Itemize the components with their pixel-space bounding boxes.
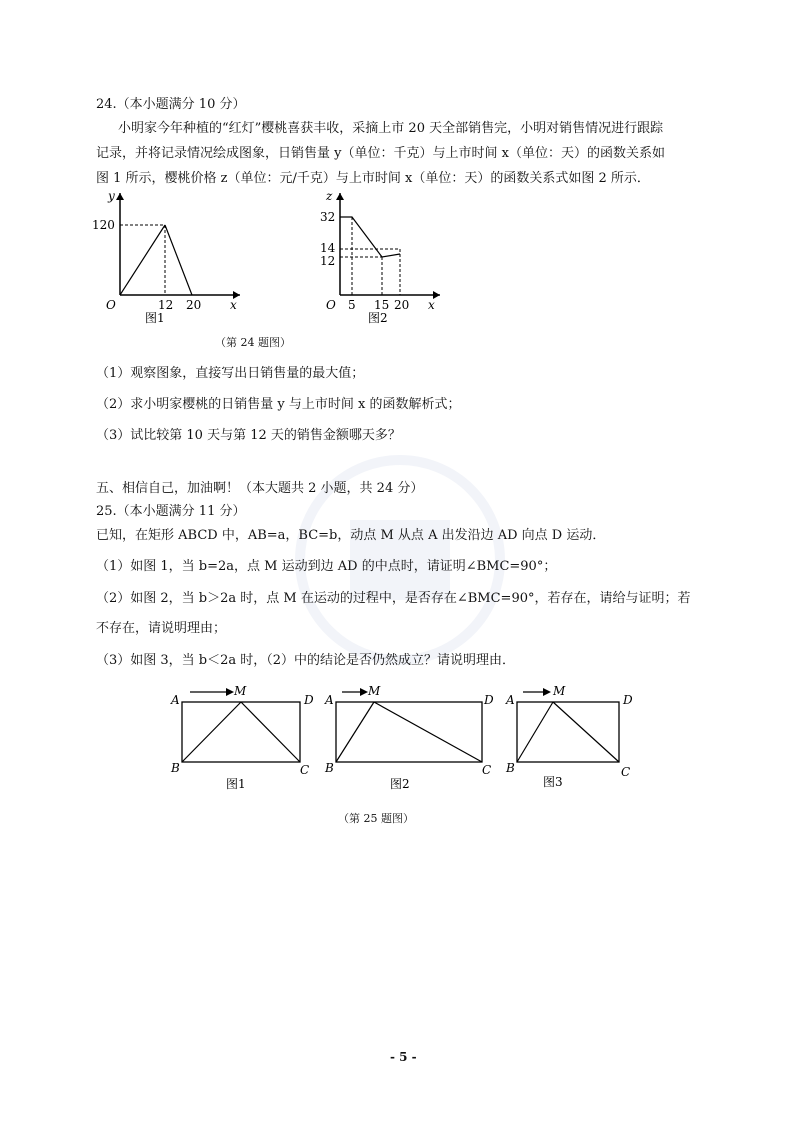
fig25-3-label-c: C — [621, 765, 631, 779]
fig25-1-label-a: A — [171, 693, 180, 707]
q24-paragraph-line3: 图 1 所示，樱桃价格 z（单位：元/千克）与上市时间 x（单位：天）的函数关系式如图 2 所示． — [96, 171, 650, 186]
q25-subquestion-2-line1: （2）如图 2，当 b＞2a 时，点 M 在运动的过程中，是否存在∠BMC=90°，若存在，请给与证明；若 — [96, 591, 691, 606]
q25-figure-3 — [503, 682, 643, 792]
fig1-x-tick-20: 20 — [186, 298, 202, 312]
q25-figure-2 — [322, 682, 497, 792]
fig2-y-tick-14: 14 — [320, 241, 336, 255]
page-number: - 5 - — [390, 1050, 417, 1064]
fig25-2-caption: 图2 — [390, 777, 410, 791]
q25-subquestion-3: （3）如图 3，当 b＜2a 时，（2）中的结论是否仍然成立？请说明理由． — [96, 653, 516, 668]
q25-header: 25.（本小题满分 11 分） — [96, 504, 246, 519]
fig25-2-label-b: B — [325, 761, 334, 775]
fig25-1-label-m: M — [234, 684, 247, 698]
q24-subquestion-1: （1）观察图象，直接写出日销售量的最大值； — [96, 366, 365, 381]
fig2-caption: 图2 — [368, 311, 388, 325]
q25-figure-1 — [168, 682, 323, 792]
fig2-origin-label: O — [326, 298, 336, 312]
fig1-caption: 图1 — [145, 311, 165, 325]
q24-figure-caption: （第 24 题图） — [215, 336, 291, 349]
fig2-x-axis-label: x — [428, 298, 435, 312]
fig25-1-label-b: B — [171, 761, 180, 775]
fig2-x-tick-5: 5 — [348, 298, 356, 312]
fig25-3-label-m: M — [553, 684, 566, 698]
fig2-x-tick-15: 15 — [374, 298, 390, 312]
fig2-x-tick-20: 20 — [394, 298, 410, 312]
fig25-2-label-c: C — [482, 763, 492, 777]
fig25-1-label-d: D — [304, 693, 314, 707]
q25-paragraph: 已知，在矩形 ABCD 中，AB=a，BC=b，动点 M 从点 A 出发沿边 AD 向点 D 运动． — [96, 528, 606, 543]
q24-subquestion-2: （2）求小明家樱桃的日销售量 y 与上市时间 x 的函数解析式； — [96, 397, 461, 412]
fig25-2-label-d: D — [484, 693, 494, 707]
q24-paragraph-line2: 记录，并将记录情况绘成图象，日销售量 y（单位：千克）与上市时间 x（单位：天）的函数关系如 — [96, 146, 665, 161]
fig2-y-axis-label: z — [326, 189, 333, 203]
q25-subquestion-1: （1）如图 1，当 b=2a，点 M 运动到边 AD 的中点时，请证明∠BMC=90°； — [96, 559, 557, 574]
fig25-2-label-m: M — [368, 684, 381, 698]
fig1-x-axis-label: x — [230, 298, 237, 312]
q25-figure-caption: （第 25 题图） — [338, 812, 414, 825]
q25-subquestion-2-line2: 不存在，请说明理由； — [96, 621, 227, 636]
fig25-1-label-c: C — [300, 763, 310, 777]
fig25-3-caption: 图3 — [543, 775, 563, 789]
fig1-y-tick: 120 — [92, 218, 115, 232]
fig25-1-caption: 图1 — [226, 777, 246, 791]
fig1-y-axis-label: y — [108, 189, 115, 203]
fig25-3-label-b: B — [506, 761, 515, 775]
q24-paragraph-line1: 小明家今年种植的“红灯”樱桃喜获丰收，采摘上市 20 天全部销售完，小明对销售情况进行跟踪 — [118, 121, 664, 136]
fig1-x-tick-12: 12 — [158, 298, 174, 312]
section-5-heading: 五、相信自己，加油啊！（本大题共 2 小题，共 24 分） — [96, 481, 424, 496]
fig1-origin-label: O — [106, 298, 116, 312]
fig25-3-label-d: D — [623, 693, 633, 707]
q24-figure-1 — [90, 185, 250, 325]
q24-figure-2 — [310, 185, 450, 325]
fig25-3-label-a: A — [506, 693, 515, 707]
q24-header: 24.（本小题满分 10 分） — [96, 97, 246, 112]
fig25-2-label-a: A — [325, 693, 334, 707]
fig2-y-tick-32: 32 — [320, 210, 336, 224]
q24-subquestion-3: （3）试比较第 10 天与第 12 天的销售金额哪天多？ — [96, 428, 401, 443]
fig2-y-tick-12: 12 — [320, 254, 336, 268]
